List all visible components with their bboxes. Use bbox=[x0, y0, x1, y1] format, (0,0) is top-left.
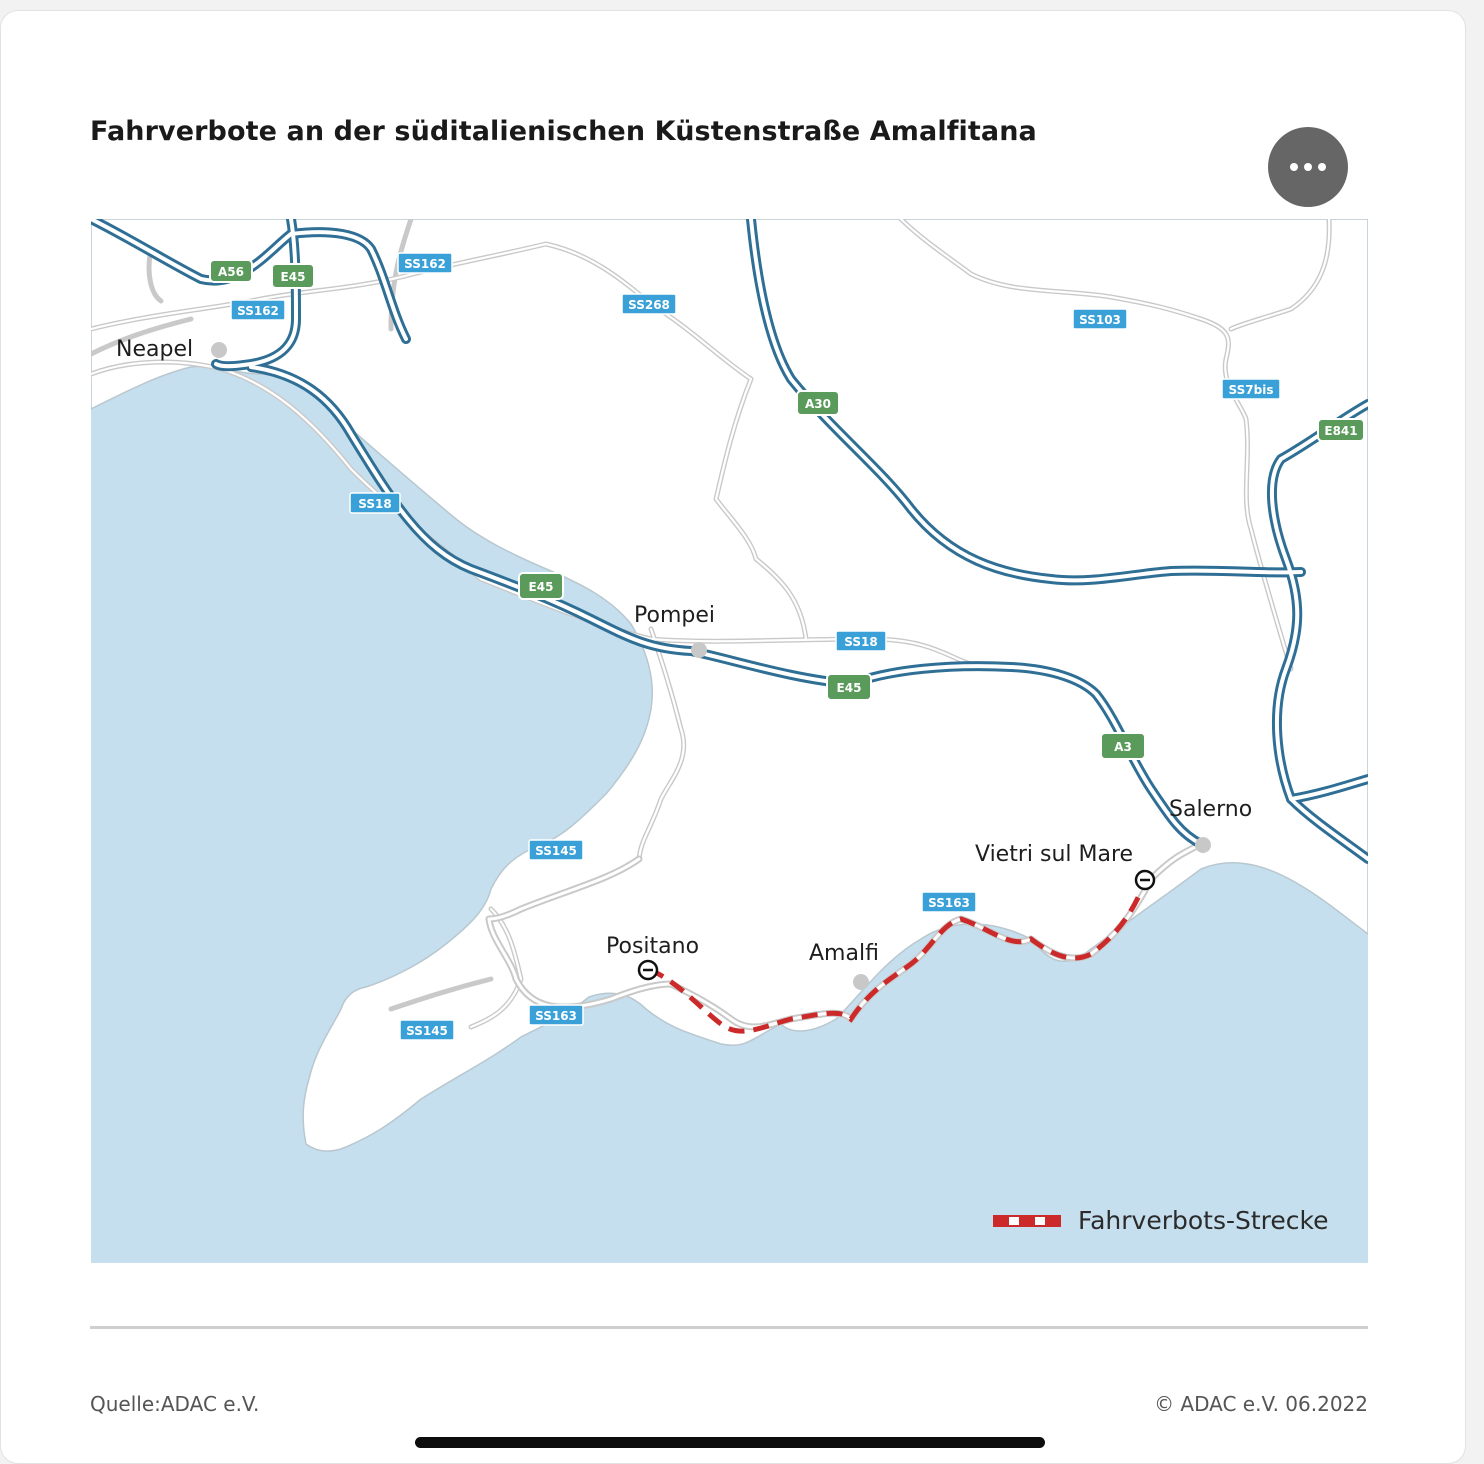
svg-text:SS103: SS103 bbox=[1079, 313, 1121, 327]
road-shield-ss18-east bbox=[836, 631, 886, 651]
city-label-vietri: Vietri sul Mare bbox=[975, 842, 1134, 867]
svg-text:SS18: SS18 bbox=[844, 635, 878, 649]
pompei-dot bbox=[691, 642, 707, 658]
road-shield-ss162-a bbox=[398, 253, 452, 273]
svg-text:SS163: SS163 bbox=[535, 1009, 577, 1023]
more-horizontal-icon bbox=[1290, 163, 1326, 171]
svg-text:SS7bis: SS7bis bbox=[1228, 383, 1274, 397]
road-shield-e841 bbox=[1318, 419, 1364, 441]
svg-text:SS18: SS18 bbox=[358, 497, 392, 511]
road-shield-a3 bbox=[1101, 733, 1145, 759]
city-label-pompei: Pompei bbox=[634, 603, 715, 628]
road-shield-e45-north bbox=[272, 264, 314, 288]
svg-text:A3: A3 bbox=[1114, 740, 1132, 754]
road-shield-a56 bbox=[210, 260, 252, 282]
svg-text:SS162: SS162 bbox=[404, 257, 446, 271]
more-options-button[interactable] bbox=[1268, 127, 1348, 207]
city-label-positano: Positano bbox=[606, 934, 700, 959]
svg-text:SS145: SS145 bbox=[406, 1024, 448, 1038]
road-shield-ss162-b bbox=[231, 300, 285, 320]
amalfi-dot bbox=[853, 974, 869, 990]
svg-text:SS145: SS145 bbox=[535, 844, 577, 858]
road-shield-ss163-b bbox=[922, 892, 976, 912]
road-shield-ss103 bbox=[1073, 309, 1127, 329]
legend-swatch bbox=[993, 1215, 1061, 1227]
svg-text:E841: E841 bbox=[1324, 424, 1358, 438]
city-label-amalfi: Amalfi bbox=[809, 941, 879, 966]
footer-divider bbox=[90, 1326, 1368, 1329]
svg-text:E45: E45 bbox=[836, 681, 862, 695]
svg-text:A30: A30 bbox=[805, 397, 831, 411]
road-shield-a30 bbox=[797, 391, 839, 415]
road-shield-ss7bis bbox=[1222, 379, 1280, 399]
svg-text:SS162: SS162 bbox=[237, 304, 279, 318]
road-shield-ss145-b bbox=[400, 1020, 454, 1040]
no-entry-icon-vietri bbox=[1136, 871, 1154, 889]
road-shield-ss268 bbox=[622, 294, 676, 314]
amalfi-coast-map bbox=[91, 219, 1368, 1263]
home-indicator[interactable] bbox=[415, 1437, 1045, 1448]
copyright-note: © ADAC e.V. 06.2022 bbox=[1154, 1392, 1368, 1416]
svg-text:SS163: SS163 bbox=[928, 896, 970, 910]
svg-text:E45: E45 bbox=[528, 580, 554, 594]
svg-text:A56: A56 bbox=[218, 265, 244, 279]
road-shield-e45-mid bbox=[519, 573, 563, 599]
road-shield-ss18-west bbox=[350, 493, 400, 513]
source-note: Quelle:ADAC e.V. bbox=[90, 1392, 260, 1416]
svg-text:SS268: SS268 bbox=[628, 298, 670, 312]
road-shield-e45-south bbox=[827, 674, 871, 700]
city-label-salerno: Salerno bbox=[1169, 797, 1253, 822]
city-label-neapel: Neapel bbox=[116, 337, 194, 362]
no-entry-icon-positano bbox=[639, 961, 657, 979]
road-shield-ss163-a bbox=[529, 1005, 583, 1025]
neapel-dot bbox=[211, 342, 227, 358]
svg-text:E45: E45 bbox=[280, 270, 306, 284]
salerno-dot bbox=[1195, 837, 1211, 853]
legend-label: Fahrverbots-Strecke bbox=[1078, 1206, 1329, 1235]
road-shield-ss145-a bbox=[529, 840, 583, 860]
page-title: Fahrverbote an der süditalienischen Küstenstraße Amalfitana bbox=[90, 116, 1037, 147]
